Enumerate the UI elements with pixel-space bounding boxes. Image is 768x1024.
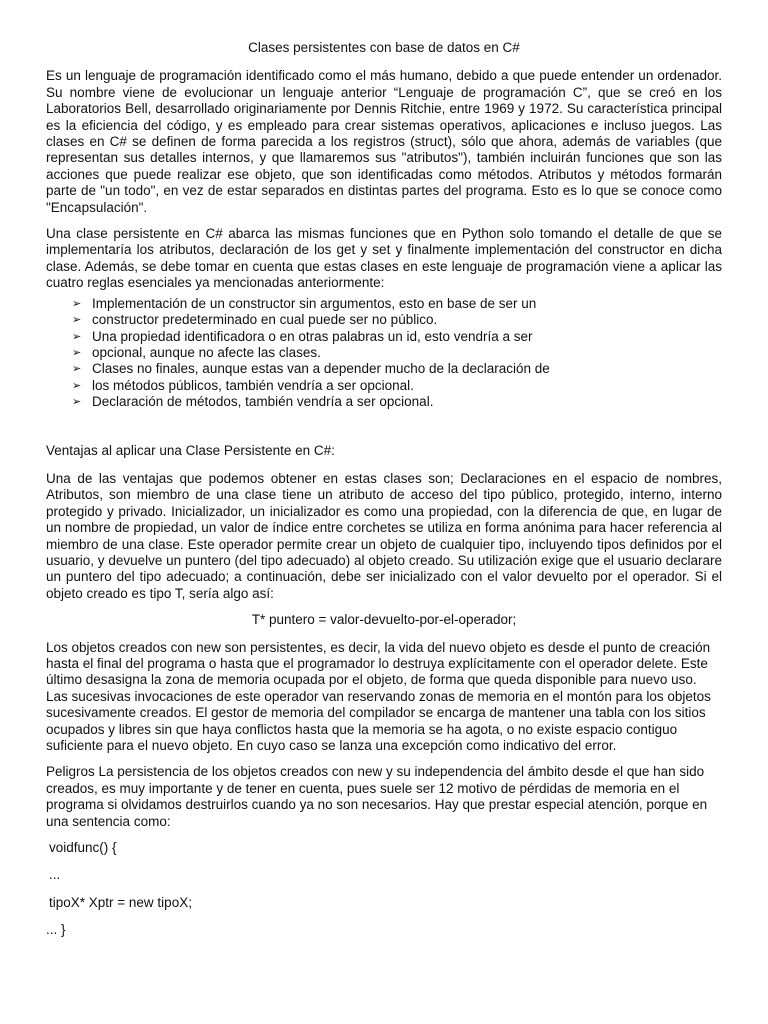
new-objects-paragraph: Los objetos creados con new son persistentes, es decir, la vida del nuevo objeto es desde el punto de creación hasta el final del programa o hasta que el programador lo destruya explícitamente con el operador delete. Este último desasigna la zona de memoria ocupada por el objeto, de forma que queda disponible para nuevo uso. Las sucesivas invocaciones de este operador van reservando zonas de memoria en el montón para los objetos sucesivamente creados. El gestor de memoria del compilador se encarga de mantener una tabla con los sitios ocupados y libres sin que haya conflictos hasta que la memoria se ha agota, o no existe espacio contiguo suficiente para el nuevo objeto. En cuyo caso se lanza una excepción como indicativo del error.	[46, 639, 711, 754]
list-item	[46, 345, 722, 361]
arrow-bullet-icon: ➢	[72, 330, 82, 343]
pointer-example: T* puntero = valor-devuelto-por-el-operador;	[251, 612, 517, 628]
code-line: ...	[49, 867, 61, 883]
arrow-bullet-icon: ➢	[72, 379, 82, 392]
list-item	[46, 361, 722, 377]
list-item	[46, 378, 722, 394]
list-item-text: Clases no finales, aunque estas van a depender mucho de la declaración de	[92, 361, 550, 377]
list-item-text: Declaración de métodos, también vendría a ser opcional.	[92, 394, 434, 410]
code-line: voidfunc() {	[49, 840, 117, 856]
advantages-paragraph: Una de las ventajas que podemos obtener en estas clases son; Declaraciones en el espacio de nombres, Atributos, son miembro de una clase tiene un atributo de acceso del tipo público, protegido, interno, interno protegido y privado. Inicializador, un inicializador es como una propiedad, con la diferencia de que, en lugar de un nombre de propiedad, un valor de índice entre corchetes se utiliza en forma anónima para hacer referencia al miembro de una clase. Este operador permite crear un objeto de cualquier tipo, incluyendo tipos definidos por el usuario, y devuelve un puntero (del tipo adecuado) al objeto creado. Su utilización exige que el usuario declarare un puntero del tipo adecuado; a continuación, debe ser inicializado con el valor devuelto por el operador. Si el objeto creado es tipo T, sería algo así:	[46, 470, 722, 601]
list-item-text: Implementación de un constructor sin argumentos, esto en base de ser un	[92, 295, 537, 311]
list-item-text: los métodos públicos, también vendría a ser opcional.	[92, 377, 414, 393]
list-item	[46, 312, 722, 328]
rules-list	[46, 296, 722, 411]
list-item	[46, 296, 722, 312]
arrow-bullet-icon: ➢	[72, 396, 82, 409]
dangers-paragraph: Peligros La persistencia de los objetos creados con new y su independencia del ámbito desde el que han sido creados, es muy importante y de tener en cuenta, pues suele ser 12 motivo de pérdidas de memoria en el programa si olvidamos destruirlos cuando ya no son necesarios. Hay que prestar especial atención, porque en una sentencia como:	[46, 764, 708, 829]
list-item-text: constructor predeterminado en cual puede ser no público.	[92, 312, 438, 328]
document-title: Clases persistentes con base de datos en C#	[248, 40, 520, 55]
document-page	[46, 40, 722, 950]
list-item-text: Una propiedad identificadora o en otras palabras un id, esto vendría a ser	[92, 328, 533, 344]
persistent-class-paragraph: Una clase persistente en C# abarca las mismas funciones que en Python solo tomando el detalle de que se implementaría los atributos, declaración de los get y set y finalmente implementación del constructor en dicha clase. Además, se debe tomar en cuenta que estas clases en este lenguaje de programación viene a aplicar las cuatro reglas esenciales ya mencionadas anteriormente:	[46, 226, 722, 291]
list-item	[46, 394, 722, 410]
code-line: tipoX* Xptr = new tipoX;	[49, 894, 192, 910]
list-item	[46, 329, 722, 345]
list-item-text: opcional, aunque no afecte las clases.	[92, 344, 321, 360]
code-line: ... }	[46, 922, 66, 938]
intro-paragraph: Es un lenguaje de programación identificado como el más humano, debido a que puede entender un ordenador. Su nombre viene de evolucionar un lenguaje anterior “Lenguaje de programación C”, que se creó en los Laboratorios Bell, desarrollado originariamente por Dennis Ritchie, entre 1969 y 1972. Su característica principal es la eficiencia del código, y es empleado para crear sistemas operativos, aplicaciones e incluso juegos. Las clases en C# se definen de forma parecida a los registros (struct), sólo que ahora, además de variables (que representan sus detalles internos, y que llamaremos sus "atributos"), también incluirán funciones que son las acciones que puede realizar ese objeto, que son identificadas como métodos. Atributos y métodos formarán parte de "un todo", en vez de estar separados en distintas partes del programa. Esto es lo que se conoce como "Encapsulación".	[46, 68, 722, 215]
arrow-bullet-icon: ➢	[72, 297, 82, 310]
arrow-bullet-icon: ➢	[72, 346, 82, 359]
advantages-heading: Ventajas al aplicar una Clase Persistente en C#:	[46, 442, 335, 458]
arrow-bullet-icon: ➢	[72, 363, 82, 376]
arrow-bullet-icon: ➢	[72, 314, 82, 327]
